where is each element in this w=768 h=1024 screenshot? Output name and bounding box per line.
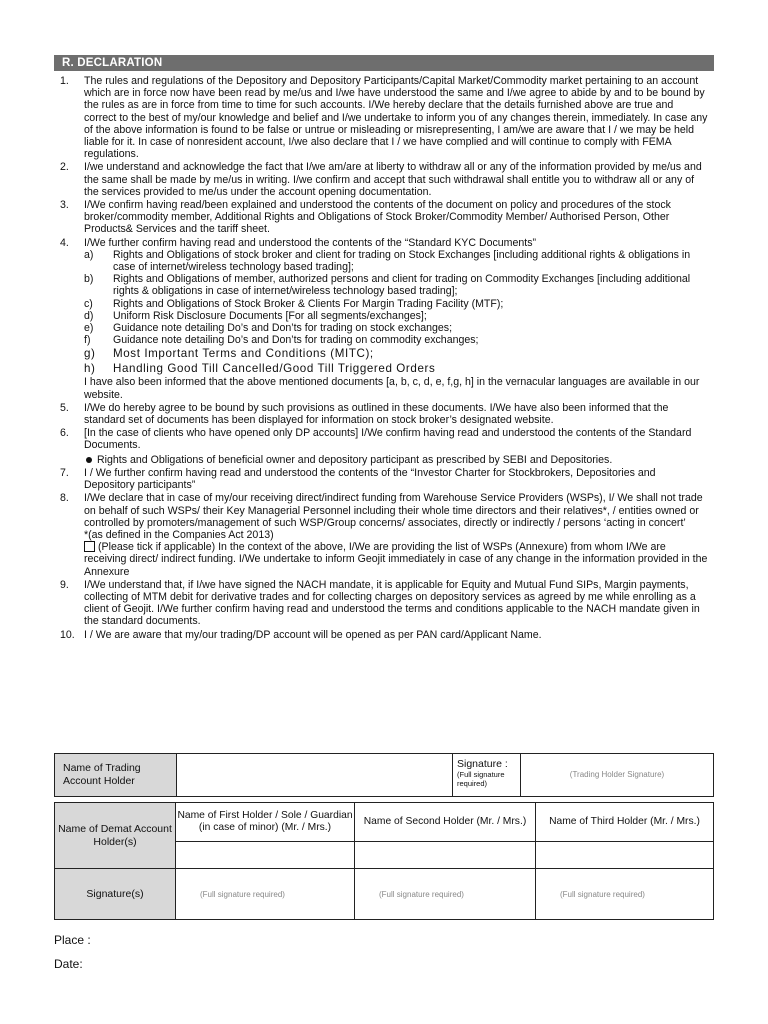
kyc-doc-letter: c): [84, 297, 93, 310]
kyc-doc-letter: h): [84, 362, 96, 376]
kyc-doc-text: Guidance note detailing Do’s and Don’ts for trading on commodity exchanges;: [113, 334, 479, 347]
section-title: R. DECLARATION: [54, 55, 714, 71]
bullet-text: Rights and Obligations of beneficial owner and depository participant as prescribed by SEBI and Depositories.: [97, 453, 613, 466]
kyc-doc-item: [60, 346, 708, 361]
demat-holders-table: [54, 802, 714, 920]
declaration-item-8: [58, 492, 708, 577]
kyc-doc-letter: g): [84, 347, 96, 361]
item-number: 7.: [60, 466, 69, 479]
kyc-doc-text: Guidance note detailing Do’s and Don’ts for trading on stock exchanges;: [113, 322, 453, 335]
item-text: [In the case of clients who have opened only DP accounts] I/We confirm having read and understood the contents of the Standard Documents.: [84, 427, 692, 452]
item-number: 1.: [60, 75, 69, 87]
kyc-doc-item: [84, 249, 708, 273]
item-number: 8.: [60, 492, 69, 505]
wsp-checkbox[interactable]: [84, 541, 95, 552]
third-holder-signature-field[interactable]: (Full signature required): [536, 869, 714, 920]
item-text: I / We are aware that my/our trading/DP account will be opened as per PAN card/Applicant Name.: [84, 628, 542, 641]
declaration-item-6: [58, 427, 708, 466]
kyc-doc-text: Rights and Obligations of Stock Broker & Clients For Margin Trading Facility (MTF);: [113, 297, 504, 310]
declaration-item-3: [58, 199, 708, 236]
declaration-item-7: [58, 467, 708, 491]
place-label: Place :: [54, 933, 91, 947]
second-holder-name-field[interactable]: [355, 842, 536, 869]
first-holder-name-field[interactable]: [176, 842, 355, 869]
signatures-label: Signature(s): [55, 869, 176, 920]
kyc-doc-text: Rights and Obligations of stock broker and client for trading on Stock Exchanges [including additional rights & obligations in case of internet/wireless technology based trading];: [113, 248, 691, 274]
bullet-item: [84, 454, 708, 466]
item-text: I/We further confirm having read and understood the contents of the “Standard KYC Documents”: [84, 236, 537, 249]
kyc-doc-text: Uniform Risk Disclosure Documents [For all segments/exchanges];: [113, 309, 427, 322]
item-text: I/We understand that, if I/we have signed the NACH mandate, it is applicable for Equity and Mutual Fund SIPs, Margin payments, collecting of MTM debit for derivative trades and for collecting charges on depository services as agreed by me while enrolling as a client of Geojit. I/We further confirm having read and understood the terms and conditions applicable to the NACH mandate given in the standard documents.: [84, 578, 700, 628]
kyc-doc-text: Handling Good Till Cancelled/Good Till Triggered Orders: [113, 362, 436, 376]
second-holder-signature-field[interactable]: (Full signature required): [355, 869, 536, 920]
trading-holder-label: Name of Trading Account Holder: [55, 754, 177, 796]
third-holder-header: Name of Third Holder (Mr. / Mrs.): [536, 803, 714, 842]
first-holder-header: Name of First Holder / Sole / Guardian (in case of minor) (Mr. / Mrs.): [176, 803, 355, 842]
item-number: 10.: [60, 628, 75, 641]
trading-signature-label-cell: [453, 754, 521, 796]
declaration-item-5: [58, 402, 708, 426]
kyc-doc-letter: b): [84, 273, 94, 286]
kyc-doc-item: [60, 361, 708, 376]
item-number: 4.: [60, 236, 69, 249]
item-text: I/We do hereby agree to be bound by such provisions as outlined in these documents. I/We have also been informed that the standard set of documents has been displayed for information on stock broker’s designated website.: [84, 401, 669, 427]
kyc-doc-item: [84, 310, 708, 322]
declaration-item-2: [58, 161, 708, 198]
item-text: The rules and regulations of the Depository and Depository Participants/Capital Market/Commodity market pertaining to an account which are in force now have been read by me/us and I/we have understood the same and I/we agree to abide by and to be bound by the rules as are in force from time to time for such accounts. I/We hereby declare that the details furnished above are true and correct to the best of my/our knowledge and belief and I/we undertake to inform you of any changes therein, immediately. In case any of the above information is found to be false or untrue or misleading or misrepresenting, I am/we are aware that I / we may be held liable for it. In case of nonresident account, I/we also declare that I / we have complied and will continue to comply with FEMA regulations.: [84, 75, 708, 161]
declaration-item-9: [58, 579, 708, 628]
trading-signature-label: Signature :: [457, 758, 508, 770]
trading-signature-note: (Full signature required): [457, 770, 505, 788]
declaration-item-4: [58, 237, 708, 401]
item-text: I/We declare that in case of my/our receiving direct/indirect funding from Warehouse Service Providers (WSPs), I/ We shall not trade on behalf of such WSPs/ their Key Managerial Personnel including their whole time directors and their relatives*, / entities owned or controlled by promoters/management of such WSP/Group concerns/ associates, directly or indirectly / persons ‘acting in concert’: [84, 492, 703, 529]
demat-holder-label: Name of Demat Account Holder(s): [55, 803, 176, 869]
kyc-doc-item: [84, 298, 708, 310]
first-holder-signature-field[interactable]: (Full signature required): [176, 869, 355, 920]
kyc-doc-letter: e): [84, 322, 94, 335]
item-number: 3.: [60, 199, 69, 212]
kyc-doc-text: Rights and Obligations of member, authorized persons and client for trading on Commodity Exchanges [including additional rights & obligations in case of internet/wireless technology based trading];: [113, 273, 691, 298]
trading-signature-field[interactable]: (Trading Holder Signature): [569, 770, 665, 779]
date-label: Date:: [54, 957, 83, 971]
declaration-item-10: [58, 629, 708, 641]
item-text: I/we understand and acknowledge the fact that I/we am/are at liberty to withdraw all or any of the information provided by me/us and the same shall be made by me/us in writing. I/we confirm and accept that such withdrawal shall entitle you to withdraw all or any of the services provided to me/us under the account opening documentation.: [84, 161, 702, 198]
item-number: 6.: [60, 427, 69, 440]
second-holder-header: Name of Second Holder (Mr. / Mrs.): [355, 803, 536, 842]
third-holder-name-field[interactable]: [536, 842, 714, 869]
item8-footnote: *(as defined in the Companies Act 2013): [84, 528, 274, 541]
item-number: 9.: [60, 578, 69, 591]
kyc-doc-text: Most Important Terms and Conditions (MITC);: [113, 347, 374, 361]
item8-tick-text: (Please tick if applicable) In the context of the above, I/We are providing the list of WSPs (Annexure) from whom I/We are receiving direct/ indirect funding. I/We undertake to inform Geojit immediately in case of any change in the information provided in the Annexure: [84, 541, 708, 578]
kyc-doc-item: [84, 273, 708, 297]
declaration-item-1: [58, 75, 708, 160]
bullet-dot-icon: [86, 457, 92, 463]
kyc-doc-letter: f): [84, 334, 91, 347]
vernacular-note: I have also been informed that the above mentioned documents [a, b, c, d, e, f,g, h] in the vernacular languages are available in our website.: [84, 376, 700, 401]
trading-holder-table: [54, 753, 714, 797]
kyc-doc-item: [84, 334, 708, 346]
trading-holder-name-field[interactable]: [177, 754, 453, 796]
item-text: I/We confirm having read/been explained and understood the contents of the document on policy and procedures of the stock broker/commodity member, Additional Rights and Obligations of Stock Broker/Commodity Member/ Authorised Person, Other Products& Services and the tariff sheet.: [84, 199, 671, 236]
kyc-doc-item: [84, 322, 708, 334]
kyc-doc-letter: d): [84, 309, 94, 322]
kyc-doc-letter: a): [84, 248, 94, 261]
item-text: I / We further confirm having read and understood the contents of the “Investor Charter for Stockbrokers, Depositories and Depository participants”: [84, 466, 656, 492]
declaration-body: [58, 75, 708, 642]
item-number: 5.: [60, 401, 69, 414]
item8-tick-text-wrap: [84, 541, 708, 578]
item-number: 2.: [60, 161, 69, 174]
